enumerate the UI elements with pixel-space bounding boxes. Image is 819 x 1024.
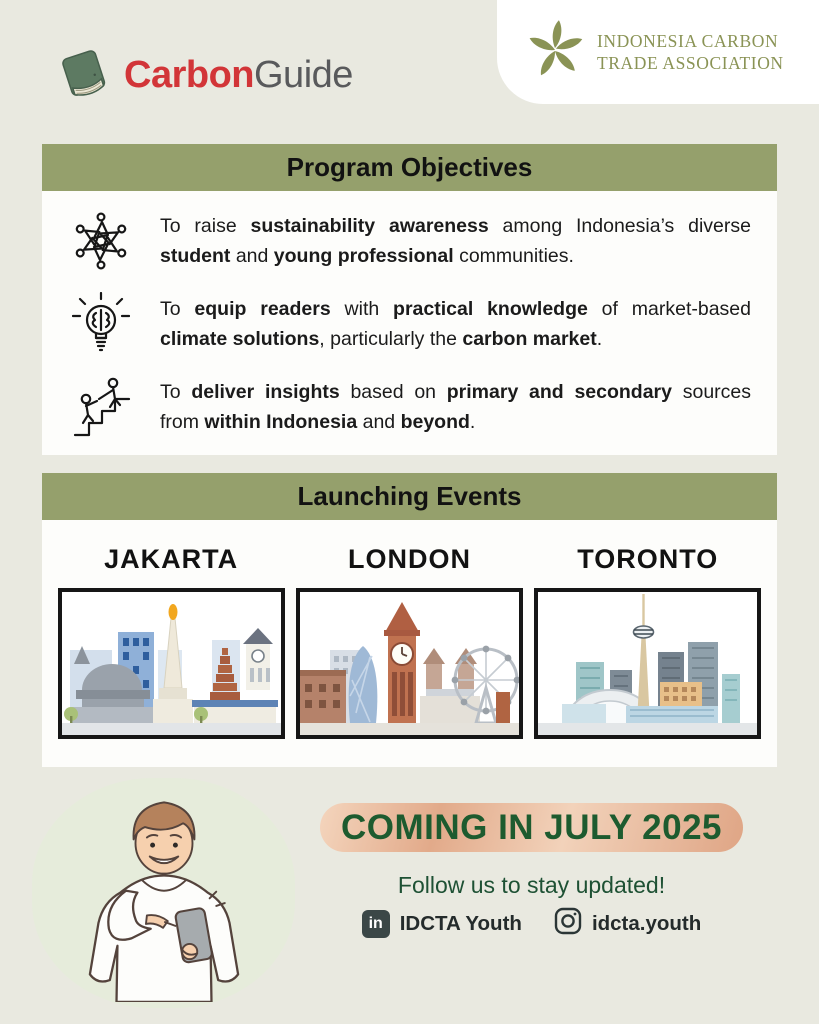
person-with-phone-illustration xyxy=(50,788,278,1007)
association-logo-card xyxy=(497,0,819,104)
linkedin-link[interactable] xyxy=(362,910,522,938)
program-objectives-section xyxy=(42,144,777,455)
brand-word-carbon: Carbon xyxy=(124,54,254,96)
community-icon xyxy=(58,211,144,271)
program-objectives-body xyxy=(42,191,777,455)
city-name: LONDON xyxy=(347,544,471,574)
mentorship-stairs-icon xyxy=(58,377,144,437)
event-city-toronto xyxy=(534,544,761,739)
instagram-handle: idcta.youth xyxy=(591,911,702,935)
launching-events-title: Launching Events xyxy=(297,481,522,511)
brand-word-guide: Guide xyxy=(254,54,353,96)
brand-wordmark xyxy=(124,54,353,97)
instagram-link[interactable] xyxy=(554,907,701,940)
association-name-line1: INDONESIA CARBON xyxy=(597,31,779,51)
london-skyline-illustration xyxy=(296,588,523,739)
idea-lightbulb-icon xyxy=(58,292,144,356)
launching-events-body xyxy=(42,520,777,767)
event-city-london xyxy=(296,544,523,739)
association-name xyxy=(597,30,784,74)
objective-item xyxy=(58,377,751,437)
objective-text: To equip readers with practical knowledge of market-based climate solutions, particularly the carbon market. xyxy=(160,298,751,350)
coming-soon-banner xyxy=(320,803,743,852)
jakarta-skyline-illustration xyxy=(58,588,285,739)
city-name: JAKARTA xyxy=(104,544,239,574)
linkedin-icon: in xyxy=(362,910,390,938)
leaf-icon xyxy=(527,18,583,87)
event-city-jakarta xyxy=(58,544,285,739)
association-name-line2: TRADE ASSOCIATION xyxy=(597,53,784,73)
launching-events-section xyxy=(42,473,777,767)
book-icon xyxy=(56,44,112,107)
objective-text: To raise sustainability awareness among Indonesia’s diverse student and young professional communities. xyxy=(160,215,751,267)
objective-text: To deliver insights based on primary and secondary sources from within Indonesia and beyond. xyxy=(160,381,752,433)
city-name: TORONTO xyxy=(577,544,719,574)
launching-events-header xyxy=(42,473,777,520)
carbonguide-logo xyxy=(56,44,353,107)
social-links-row xyxy=(320,907,743,940)
toronto-skyline-illustration xyxy=(534,588,761,739)
linkedin-handle: IDCTA Youth xyxy=(399,911,522,935)
objective-item xyxy=(58,292,751,356)
objective-item xyxy=(58,211,751,271)
instagram-icon xyxy=(554,907,582,940)
coming-soon-text: COMING IN JULY 2025 xyxy=(340,807,723,847)
follow-us-text: Follow us to stay updated! xyxy=(397,872,666,898)
program-objectives-header xyxy=(42,144,777,191)
program-objectives-title: Program Objectives xyxy=(286,152,533,182)
